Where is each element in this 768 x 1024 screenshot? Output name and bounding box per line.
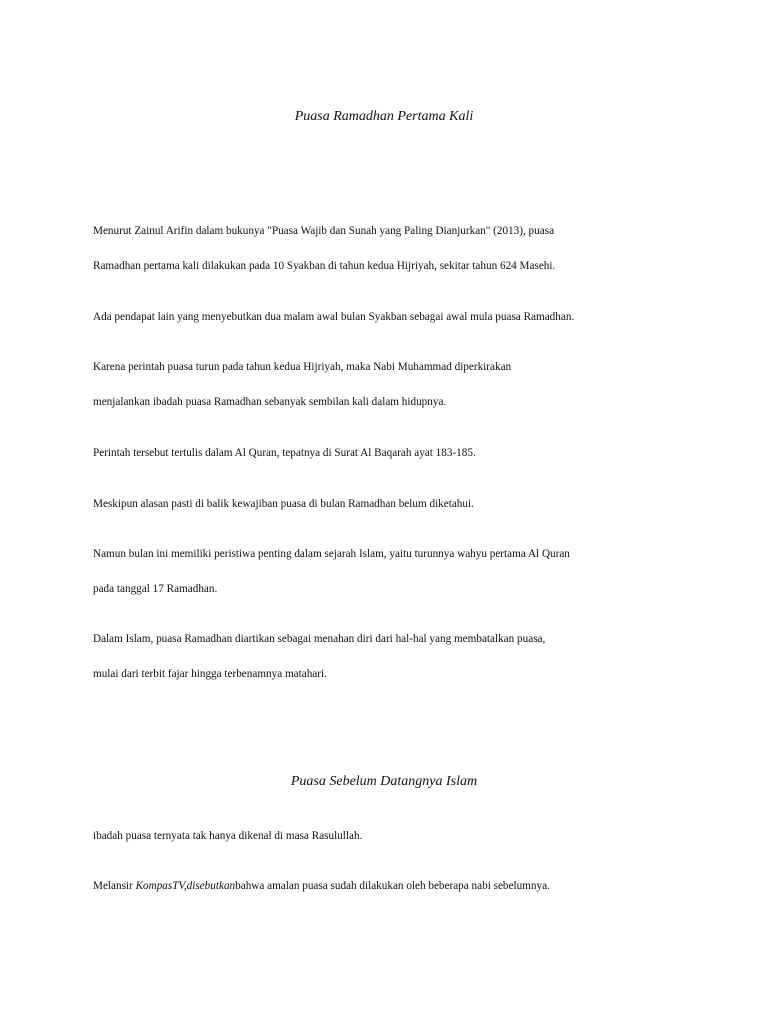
paragraph-line: Meskipun alasan pasti di balik kewajiban puasa di bulan Ramadhan belum diketahui.: [93, 498, 474, 510]
paragraph-text: bahwa amalan puasa sudah dilakukan oleh beberapa nabi sebelumnya.: [235, 880, 550, 892]
document-title: Puasa Ramadhan Pertama Kali: [294, 109, 474, 124]
paragraph-line: Menurut Zainul Arifin dalam bukunya "Puasa Wajib dan Sunah yang Paling Dianjurkan" (2013), puasa: [93, 225, 555, 237]
section-subheading: Puasa Sebelum Datangnya Islam: [290, 774, 478, 789]
paragraph-line: Karena perintah puasa turun pada tahun kedua Hijriyah, maka Nabi Muhammad diperkirakan: [93, 361, 512, 373]
paragraph-line: Dalam Islam, puasa Ramadhan diartikan sebagai menahan diri dari hal-hal yang membatalkan puasa,: [93, 633, 546, 645]
paragraph-text: Melansir: [93, 880, 136, 892]
source-name-italic: KompasTV,disebutkan: [135, 880, 236, 892]
paragraph-line: menjalankan ibadah puasa Ramadhan sebanyak sembilan kali dalam hidupnya.: [93, 396, 447, 408]
paragraph-line: Namun bulan ini memiliki peristiwa penting dalam sejarah Islam, yaitu turunnya wahyu pertama Al Quran: [93, 548, 570, 560]
paragraph-line: [93, 878, 550, 894]
paragraph-line: pada tanggal 17 Ramadhan.: [93, 583, 218, 595]
paragraph-line: Ada pendapat lain yang menyebutkan dua malam awal bulan Syakban sebagai awal mula puasa Ramadhan.: [93, 311, 575, 323]
paragraph-line: Perintah tersebut tertulis dalam Al Quran, tepatnya di Surat Al Baqarah ayat 183-185.: [93, 447, 476, 459]
paragraph-line: Ramadhan pertama kali dilakukan pada 10 Syakban di tahun kedua Hijriyah, sekitar tahun 624 Masehi.: [93, 260, 556, 272]
paragraph-line: ibadah puasa ternyata tak hanya dikenal di masa Rasulullah.: [93, 830, 363, 842]
paragraph-line: mulai dari terbit fajar hingga terbenamnya matahari.: [93, 668, 327, 680]
